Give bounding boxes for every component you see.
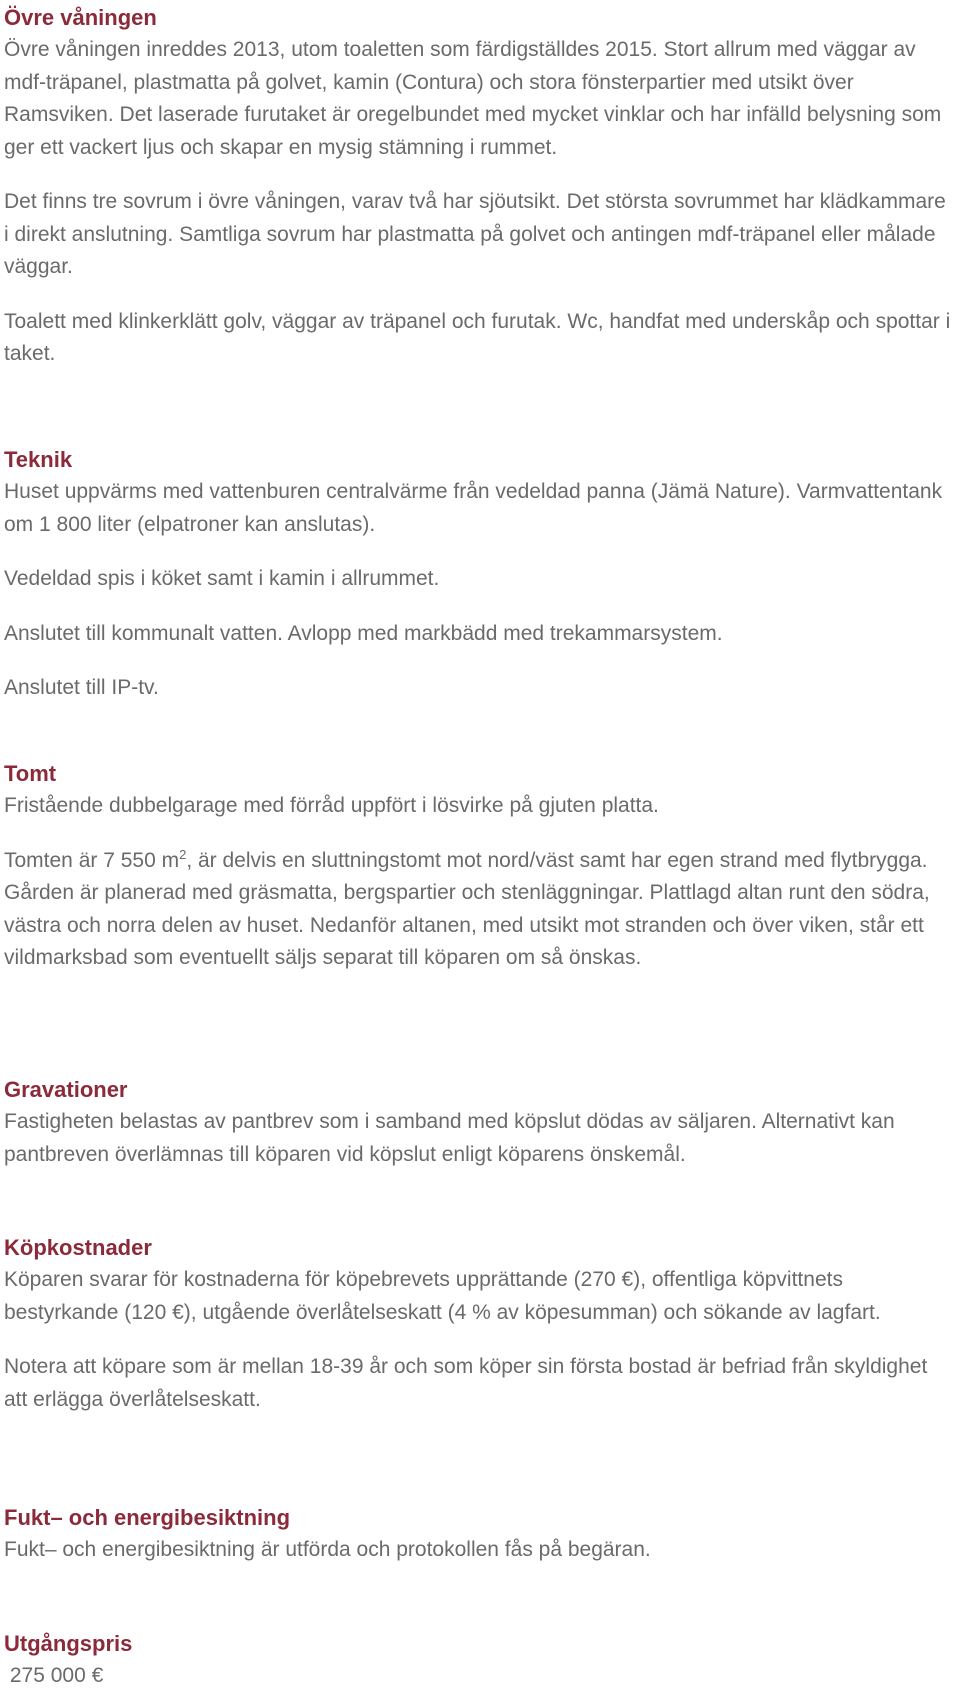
plot-description-text: , är delvis en sluttningstomt mot nord/väst samt har egen strand med flytbrygga. Gården är planerad med gräsmatta, bergspartier och stenläggningar. Plattlagd altan runt den södra, västra och norra delen av huset. Nedanför altanen, med utsikt mot stranden och över viken, står ett vildmarksbad som eventuellt säljs separat till köparen om så önskas. bbox=[4, 848, 930, 969]
paragraph-tomt-1: Fristående dubbelgarage med förråd uppfört i lösvirke på gjuten platta. bbox=[4, 794, 659, 817]
paragraph-tomt-2 bbox=[4, 845, 956, 975]
paragraph-fukt-1: Fukt– och energibesiktning är utförda och protokollen fås på begäran. bbox=[4, 1538, 651, 1561]
square-meter-superscript: 2 bbox=[179, 846, 187, 862]
price-value: 275 000 € bbox=[4, 1664, 104, 1687]
paragraph-gravationer-1: Fastigheten belastas av pantbrev som i samband med köpslut dödas av säljaren. Alternativt kan pantbreven överlämnas till köparen vid köpslut enligt köparens önskemål. bbox=[4, 1110, 895, 1166]
plot-size-text: Tomten är 7 550 m bbox=[4, 848, 180, 872]
heading-teknik: Teknik bbox=[4, 447, 73, 472]
heading-tomt: Tomt bbox=[4, 761, 57, 786]
section-teknik bbox=[4, 444, 956, 705]
heading-kopkostnader: Köpkostnader bbox=[4, 1235, 152, 1260]
section-gravationer bbox=[4, 1074, 956, 1171]
paragraph-ovre-3: Toalett med klinkerklätt golv, väggar av träpanel och furutak. Wc, handfat med underskåp och spottar i taket. bbox=[4, 309, 951, 365]
paragraph-ovre-2: Det finns tre sovrum i övre våningen, varav två har sjöutsikt. Det största sovrummet har klädkammare i direkt anslutning. Samtliga sovrum har plastmatta på golvet och antingen mdf-träpanel eller målade väggar. bbox=[4, 190, 946, 278]
paragraph-teknik-3: Anslutet till kommunalt vatten. Avlopp med markbädd med trekammarsystem. bbox=[4, 621, 723, 645]
paragraph-kopkostnader-1: Köparen svarar för kostnaderna för köpebrevets upprättande (270 €), offentliga köpvittnets bestyrkande (120 €), utgående överlåtelseskatt (4 % av köpesumman) och sökande av lagfart. bbox=[4, 1268, 881, 1324]
heading-ovre-vaningen: Övre våningen bbox=[4, 5, 157, 30]
section-tomt bbox=[4, 758, 956, 975]
paragraph-kopkostnader-2: Notera att köpare som är mellan 18-39 år och som köper sin första bostad är befriad från skyldighet att erlägga överlåtelseskatt. bbox=[4, 1355, 928, 1411]
paragraph-teknik-1: Huset uppvärms med vattenburen centralvärme från vedeldad panna (Jämä Nature). Varmvattentank om 1 800 liter (elpatroner kan anslutas). bbox=[4, 480, 943, 536]
heading-gravationer: Gravationer bbox=[4, 1077, 128, 1102]
section-kopkostnader bbox=[4, 1232, 956, 1416]
section-utgangspris bbox=[4, 1628, 956, 1693]
paragraph-teknik-2: Vedeldad spis i köket samt i kamin i allrummet. bbox=[4, 567, 440, 590]
paragraph-ovre-1: Övre våningen inreddes 2013, utom toaletten som färdigställdes 2015. Stort allrum med väggar av mdf-träpanel, plastmatta på golvet, kamin (Contura) och stora fönsterpartier med utsikt över Ramsviken. Det laserade furutaket är oregelbundet med mycket vinklar och har infälld belysning som ger ett vackert ljus och skapar en mysig stämning i rummet. bbox=[4, 38, 942, 159]
heading-fukt-energibesiktning: Fukt– och energibesiktning bbox=[4, 1505, 291, 1530]
section-fukt-energibesiktning bbox=[4, 1502, 956, 1567]
heading-utgangspris: Utgångspris bbox=[4, 1631, 133, 1656]
paragraph-teknik-4: Anslutet till IP-tv. bbox=[4, 676, 159, 699]
section-ovre-vaningen bbox=[4, 2, 956, 371]
